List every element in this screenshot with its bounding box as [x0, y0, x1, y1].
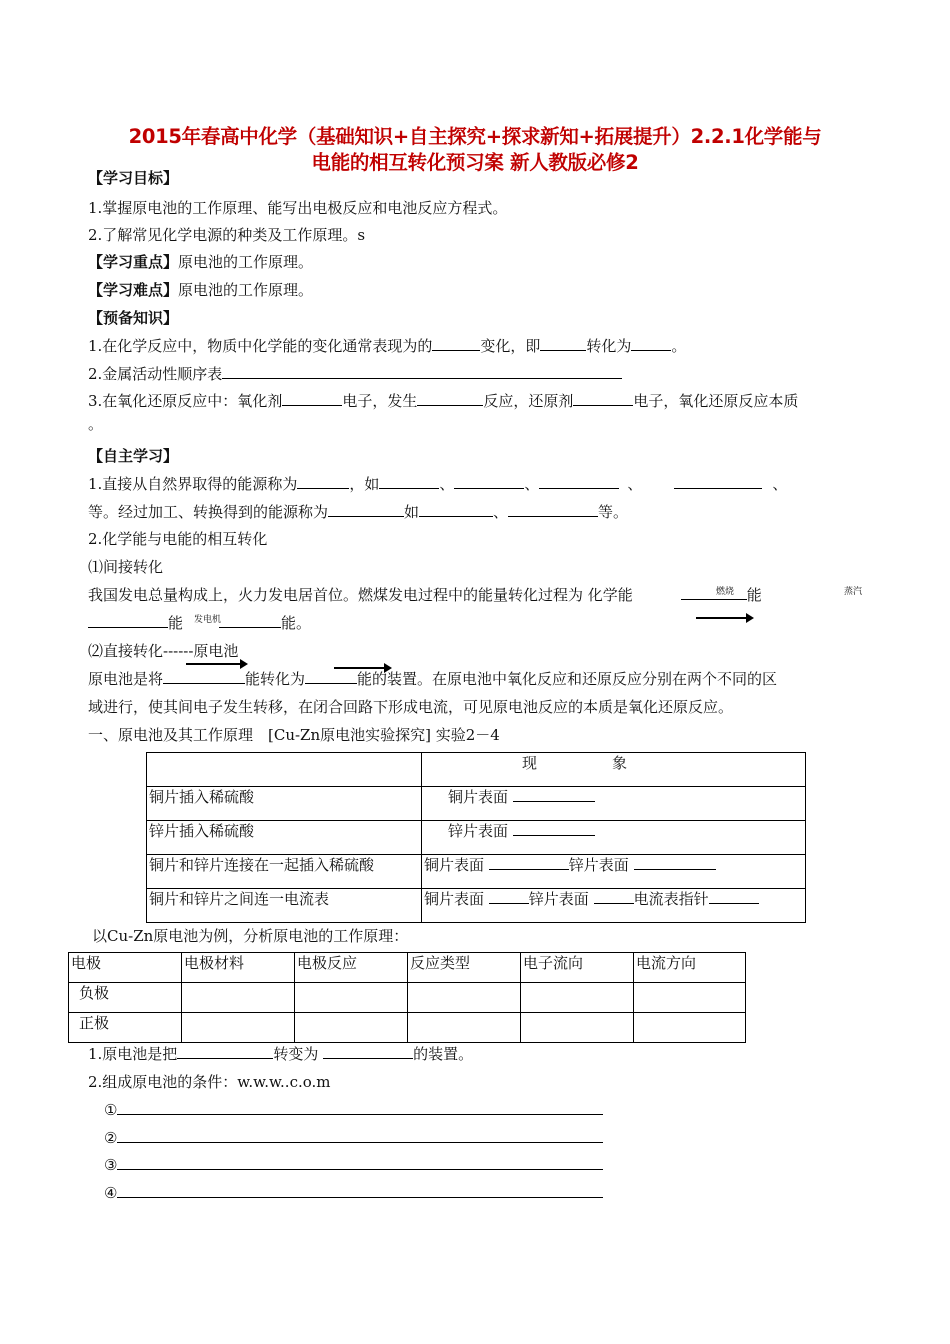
blank-field[interactable] — [539, 474, 619, 489]
table-cell[interactable] — [408, 983, 521, 1013]
difficulty-line — [88, 280, 313, 300]
table-cell[interactable] — [295, 983, 408, 1013]
document-title — [60, 124, 890, 176]
goals-heading: 【学习目标】 — [88, 169, 179, 187]
self-text: 1.直接从自然界取得的能源称为 — [88, 475, 298, 493]
self-text: 、 — [772, 475, 788, 493]
blank-field[interactable] — [305, 669, 357, 684]
table-cell — [422, 889, 806, 923]
energy-suffix: 能 — [168, 614, 184, 632]
table-cell — [147, 753, 422, 787]
cell-text: 锌片表面 — [568, 856, 629, 874]
blank-field[interactable] — [709, 889, 759, 904]
item-marker: ③ — [104, 1156, 118, 1174]
cell-line-2: 域进行，使其间电子发生转移，在闭合回路下形成电流，可见原电池反应的本质是氧化还原反应。 — [88, 698, 734, 716]
blank-field[interactable] — [219, 613, 281, 628]
arrow-icon — [186, 663, 246, 665]
summary-text: 的装置。 — [413, 1045, 474, 1063]
table-row — [147, 787, 806, 821]
cell-text: 能的装置。在原电池中氧化反应和还原反应分别在两个不同的区 — [357, 670, 778, 688]
arrow-icon — [696, 617, 752, 619]
cell-text: 原电池是将 — [88, 670, 164, 688]
prep-line-2 — [88, 364, 622, 384]
table-cell[interactable] — [521, 1013, 634, 1043]
item-marker: ④ — [104, 1184, 118, 1202]
keypoint-text: 原电池的工作原理。 — [178, 253, 314, 271]
self-text: 、 — [627, 475, 643, 493]
blank-field[interactable] — [454, 474, 524, 489]
blank-field[interactable] — [674, 474, 762, 489]
prep-line-1 — [88, 336, 686, 356]
table-row — [147, 855, 806, 889]
table-cell: 铜片和锌片连接在一起插入稀硫酸 — [147, 855, 422, 889]
prep-text: 电子，氧化还原反应本质 — [633, 392, 799, 410]
cell-text: 能转化为 — [245, 670, 306, 688]
analysis-line: 以Cu-Zn原电池为例，分析原电池的工作原理： — [92, 927, 409, 945]
burn-label: 燃烧 — [716, 587, 735, 597]
table-row — [69, 1013, 746, 1043]
self-text: 、 — [524, 475, 540, 493]
self-text: ，如 — [349, 475, 380, 493]
prep-text: 3.在氧化还原反应中：氧化剂 — [88, 392, 283, 410]
prep-line-3 — [88, 391, 798, 411]
blank-field[interactable] — [163, 669, 245, 684]
prep-text: 2.金属活动性顺序表 — [88, 365, 223, 383]
table-header: 电极材料 — [182, 953, 295, 983]
table-cell[interactable] — [634, 1013, 746, 1043]
keypoint-line — [88, 252, 313, 272]
self-text: 、 — [493, 503, 509, 521]
summary-text: 1.原电池是把 — [88, 1045, 178, 1063]
cell-text: 锌片表面 — [528, 890, 589, 908]
condition-item-4 — [104, 1183, 603, 1203]
item-marker: ① — [104, 1101, 118, 1119]
indirect-line-1 — [88, 585, 762, 605]
blank-field[interactable] — [323, 1044, 413, 1059]
blank-field[interactable] — [117, 1183, 603, 1198]
blank-field[interactable] — [297, 474, 349, 489]
difficulty-heading: 【学习难点】 — [88, 281, 179, 299]
table-cell: 负极 — [69, 983, 182, 1013]
summary-line-1 — [88, 1044, 473, 1064]
blank-field[interactable] — [222, 364, 622, 379]
goal-item-1: 1.掌握原电池的工作原理、能写出电极反应和电池反应方程式。 — [88, 199, 508, 217]
table-cell: 铜片插入稀硫酸 — [147, 787, 422, 821]
blank-field[interactable] — [681, 585, 747, 600]
condition-item-2 — [104, 1128, 603, 1148]
table-header: 电子流向 — [521, 953, 634, 983]
prep-text: 转化为 — [586, 337, 632, 355]
indirect-text: 我国发电总量构成上，火力发电居首位。燃煤发电过程中的能量转化过程为 化学能 — [88, 586, 633, 604]
blank-field[interactable] — [508, 502, 598, 517]
blank-field[interactable] — [177, 1044, 273, 1059]
keypoint-heading: 【学习重点】 — [88, 253, 179, 271]
blank-field[interactable] — [540, 336, 586, 351]
electrode-table — [68, 952, 746, 1043]
summary-line-2: 2.组成原电池的条件：w.w.w..c.o.m — [88, 1073, 331, 1091]
prep-text: 电子，发生 — [342, 392, 418, 410]
generator-label: 发电机 — [194, 615, 222, 625]
table-header: 电极 — [69, 953, 182, 983]
cell-text: 铜片表面 — [424, 856, 485, 874]
table-cell[interactable] — [408, 1013, 521, 1043]
table-cell — [422, 855, 806, 889]
table-cell: 铜片和锌片之间连一电流表 — [147, 889, 422, 923]
energy-suffix: 能 — [746, 586, 762, 604]
table-cell[interactable] — [295, 1013, 408, 1043]
condition-item-1 — [104, 1100, 603, 1120]
item-marker: ② — [104, 1129, 118, 1147]
energy-suffix: 能。 — [281, 614, 312, 632]
blank-field[interactable] — [594, 889, 634, 904]
title-line-2: 电能的相互转化预习案 新人教版必修2 — [311, 151, 639, 174]
table-row — [147, 753, 806, 787]
cell-line-1 — [88, 669, 777, 689]
prep-text: 。 — [671, 337, 687, 355]
blank-field[interactable] — [573, 391, 633, 406]
table-row — [69, 953, 746, 983]
table-cell[interactable] — [182, 983, 295, 1013]
table-cell — [422, 821, 806, 855]
cell-text: 铜片表面 — [424, 890, 485, 908]
blank-field[interactable] — [117, 1100, 603, 1115]
blank-field[interactable] — [489, 889, 529, 904]
blank-field[interactable] — [117, 1155, 603, 1170]
table-row — [147, 889, 806, 923]
table-cell: 正极 — [69, 1013, 182, 1043]
blank-field[interactable] — [513, 821, 595, 836]
table-cell — [422, 787, 806, 821]
blank-field[interactable] — [328, 502, 404, 517]
table-header: 电极反应 — [295, 953, 408, 983]
self-text: 如 — [404, 503, 420, 521]
prep-text: 变化，即 — [480, 337, 541, 355]
self-text: 等。 — [598, 503, 629, 521]
blank-field[interactable] — [432, 336, 480, 351]
steam-label: 蒸汽 — [844, 587, 863, 597]
prep-heading: 【预备知识】 — [88, 309, 179, 327]
summary-text: 转变为 — [273, 1045, 319, 1063]
table-header: 电流方向 — [634, 953, 746, 983]
direct-heading: ⑵直接转化------原电池 — [88, 642, 239, 660]
self-text: 、 — [439, 475, 455, 493]
blank-field[interactable] — [379, 474, 439, 489]
condition-item-3 — [104, 1155, 603, 1175]
goal-item-2: 2.了解常见化学电源的种类及工作原理。s — [88, 226, 366, 244]
self-heading: 【自主学习】 — [88, 447, 179, 465]
blank-field[interactable] — [417, 391, 483, 406]
cell-text: 铜片表面 — [448, 788, 509, 806]
blank-field[interactable] — [419, 502, 493, 517]
table-row — [69, 983, 746, 1013]
blank-field[interactable] — [282, 391, 342, 406]
cell-text: 电流表指针 — [633, 890, 709, 908]
indirect-heading: ⑴间接转化 — [88, 558, 164, 576]
section-1-heading: 一、原电池及其工作原理 [Cu-Zn原电池实验探究] 实验2－4 — [88, 726, 500, 744]
table-cell[interactable] — [521, 983, 634, 1013]
table-row — [147, 821, 806, 855]
prep-text: 1.在化学反应中，物质中化学能的变化通常表现为的 — [88, 337, 433, 355]
table-cell[interactable] — [634, 983, 746, 1013]
prep-text: 反应，还原剂 — [483, 392, 574, 410]
blank-field[interactable] — [88, 613, 168, 628]
self-line-2 — [88, 502, 628, 522]
self-section-2: 2.化学能与电能的相互转化 — [88, 530, 268, 548]
experiment-table — [146, 752, 806, 923]
blank-field[interactable] — [489, 855, 569, 870]
cell-text: 锌片表面 — [448, 822, 509, 840]
blank-field[interactable] — [513, 787, 595, 802]
table-cell[interactable] — [182, 1013, 295, 1043]
blank-field[interactable] — [631, 336, 671, 351]
difficulty-text: 原电池的工作原理。 — [178, 281, 314, 299]
self-line-1 — [88, 474, 787, 494]
title-line-1: 2015年春高中化学（基础知识+自主探究+探求新知+拓展提升）2.2.1化学能与 — [128, 125, 822, 148]
table-header-phenomenon: 现 象 — [422, 753, 806, 787]
blank-field[interactable] — [117, 1128, 603, 1143]
table-cell: 锌片插入稀硫酸 — [147, 821, 422, 855]
prep-line-3-end: 。 — [88, 415, 104, 433]
table-header: 反应类型 — [408, 953, 521, 983]
blank-field[interactable] — [634, 855, 716, 870]
self-text: 等。经过加工、转换得到的能源称为 — [88, 503, 329, 521]
